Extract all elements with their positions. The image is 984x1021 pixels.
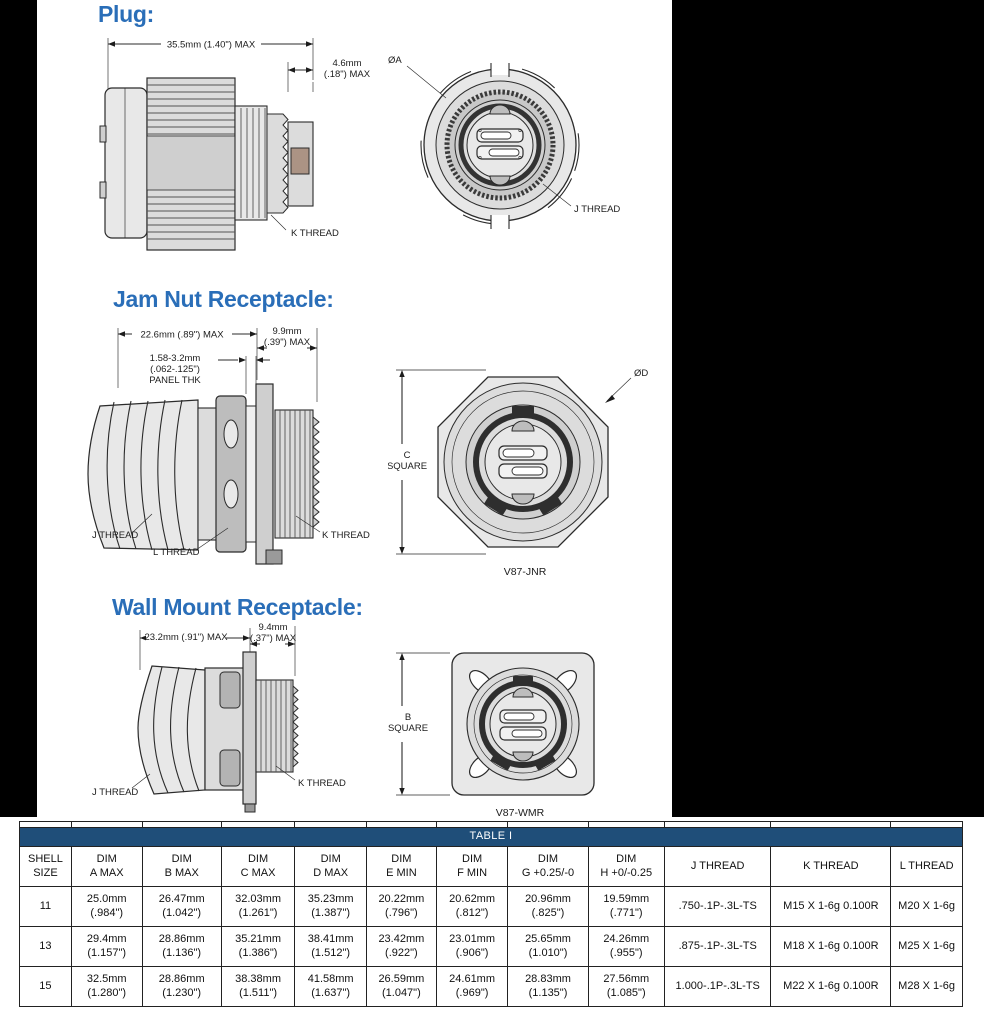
plug-front-drawing — [385, 48, 675, 233]
table-cell: 28.83mm (1.135") — [508, 967, 588, 1007]
table-title: TABLE I — [20, 828, 963, 847]
jnr-k-thread-label: K THREAD — [322, 530, 370, 541]
jnr-c-square-2: SQUARE — [388, 461, 428, 472]
jnr-panel-thk-2: (.062-.125") — [150, 364, 200, 375]
table-row — [20, 887, 963, 927]
table-cell: M25 X 1-6g — [891, 927, 963, 967]
jam-nut-heading: Jam Nut Receptacle: — [113, 286, 334, 312]
table-row — [20, 927, 963, 967]
table-cell: 25.65mm (1.010") — [508, 927, 588, 967]
table-cell: 19.59mm (.771") — [588, 887, 664, 927]
table-cell: 11 — [20, 887, 72, 927]
jam-nut-side-view — [80, 322, 390, 572]
wall-mount-heading: Wall Mount Receptacle: — [112, 594, 363, 620]
wmr-caption: V87-WMR — [495, 807, 545, 819]
table-cell: 35.23mm (1.387") — [295, 887, 367, 927]
jnr-dim-length: 22.6mm (.89") MAX — [140, 329, 224, 341]
jnr-caption: V87-JNR — [503, 566, 547, 578]
table-cell: M20 X 1-6g — [891, 887, 963, 927]
table-cell: M15 X 1-6g 0.100R — [771, 887, 891, 927]
table-header-cell: DIM H +0/-0.25 — [588, 847, 664, 887]
table-title-row — [20, 828, 963, 847]
wmr-b-square-1: B — [404, 712, 412, 723]
table-header-cell: DIM D MAX — [295, 847, 367, 887]
table-cell: 20.22mm (.796") — [366, 887, 436, 927]
table-cell: 26.59mm (1.047") — [366, 967, 436, 1007]
plug-dim-length: 35.5mm (1.40") MAX — [166, 39, 256, 51]
wmr-j-thread-label: J THREAD — [92, 787, 139, 798]
jnr-dia-d-label: ØD — [634, 368, 649, 379]
table-cell: 24.61mm (.969") — [436, 967, 508, 1007]
table-cell: 23.01mm (.906") — [436, 927, 508, 967]
jam-nut-side-drawing — [80, 322, 390, 567]
jnr-j-thread-label: J THREAD — [92, 530, 139, 541]
table-cell: 27.56mm (1.085") — [588, 967, 664, 1007]
table-cell: 32.5mm (1.280") — [71, 967, 142, 1007]
right-black-band — [672, 0, 984, 817]
table-header-cell: L THREAD — [891, 847, 963, 887]
table-cell: 20.62mm (.812") — [436, 887, 508, 927]
table-cell: 38.38mm (1.511") — [221, 967, 295, 1007]
jam-nut-front-view — [388, 348, 675, 588]
table-cell: 32.03mm (1.261") — [221, 887, 295, 927]
table-cell: 35.21mm (1.386") — [221, 927, 295, 967]
jnr-l-thread-label: L THREAD — [153, 547, 200, 558]
table-header-cell: K THREAD — [771, 847, 891, 887]
wmr-dim-tail-1: 9.4mm — [258, 622, 288, 633]
table-header-cell: DIM A MAX — [71, 847, 142, 887]
table-cell: 41.58mm (1.637") — [295, 967, 367, 1007]
plug-side-drawing — [95, 30, 395, 255]
wmr-dim-length: 23.2mm (.91") MAX — [144, 632, 228, 643]
table-i — [19, 821, 963, 1007]
table-cell: 28.86mm (1.230") — [142, 967, 221, 1007]
plug-dia-a-label: ØA — [388, 55, 402, 66]
jnr-dim-tail-2: (.39") MAX — [263, 337, 311, 348]
table-header-cell: DIM G +0.25/-0 — [508, 847, 588, 887]
table-header-cell: DIM F MIN — [436, 847, 508, 887]
table-cell: 24.26mm (.955") — [588, 927, 664, 967]
table-header-cell: DIM C MAX — [221, 847, 295, 887]
table-cell: 29.4mm (1.157") — [71, 927, 142, 967]
table-header-cell: DIM B MAX — [142, 847, 221, 887]
plug-heading: Plug: — [98, 1, 154, 27]
wall-mount-front-view — [388, 640, 675, 830]
table-body — [20, 887, 963, 1007]
table-cell: .875-.1P-.3L-TS — [664, 927, 771, 967]
table-cell: 23.42mm (.922") — [366, 927, 436, 967]
table-header-cell: DIM E MIN — [366, 847, 436, 887]
table-header-cell: SHELL SIZE — [20, 847, 72, 887]
table-cell: 28.86mm (1.136") — [142, 927, 221, 967]
table-header-cell: J THREAD — [664, 847, 771, 887]
table-cell: 1.000-.1P-.3L-TS — [664, 967, 771, 1007]
table-cell: 26.47mm (1.042") — [142, 887, 221, 927]
table-row — [20, 967, 963, 1007]
plug-k-thread-label: K THREAD — [291, 228, 339, 239]
table-cell: 25.0mm (.984") — [71, 887, 142, 927]
table-cell: M28 X 1-6g — [891, 967, 963, 1007]
table-cell: 13 — [20, 927, 72, 967]
jnr-panel-thk-1: 1.58-3.2mm — [149, 353, 201, 364]
plug-front-view — [385, 48, 675, 238]
wall-mount-front-drawing — [388, 640, 675, 825]
jnr-dim-tail-1: 9.9mm — [272, 326, 302, 337]
table-cell: 38.41mm (1.512") — [295, 927, 367, 967]
plug-side-view — [95, 30, 395, 260]
jnr-panel-thk-3: PANEL THK — [149, 375, 201, 386]
plug-dim-tail-1: 4.6mm — [332, 58, 362, 69]
plug-dim-tail-2: (.18") MAX — [323, 69, 371, 80]
left-black-band — [0, 0, 37, 817]
wall-mount-side-view — [80, 618, 390, 823]
table-cell: 20.96mm (.825") — [508, 887, 588, 927]
wmr-k-thread-label: K THREAD — [298, 778, 346, 789]
table-header-row — [20, 847, 963, 887]
wall-mount-side-drawing — [80, 618, 390, 818]
cropped-heading-remnant — [220, 0, 262, 5]
table-cell: .750-.1P-.3L-TS — [664, 887, 771, 927]
table-cell: M18 X 1-6g 0.100R — [771, 927, 891, 967]
jnr-c-square-1: C — [403, 450, 411, 461]
plug-j-thread-label: J THREAD — [574, 204, 621, 215]
table-cell: M22 X 1-6g 0.100R — [771, 967, 891, 1007]
wmr-dim-tail-2: (.37") MAX — [249, 633, 297, 644]
wmr-b-square-2: SQUARE — [388, 723, 429, 734]
table-cell: 15 — [20, 967, 72, 1007]
jam-nut-front-drawing — [388, 348, 675, 583]
